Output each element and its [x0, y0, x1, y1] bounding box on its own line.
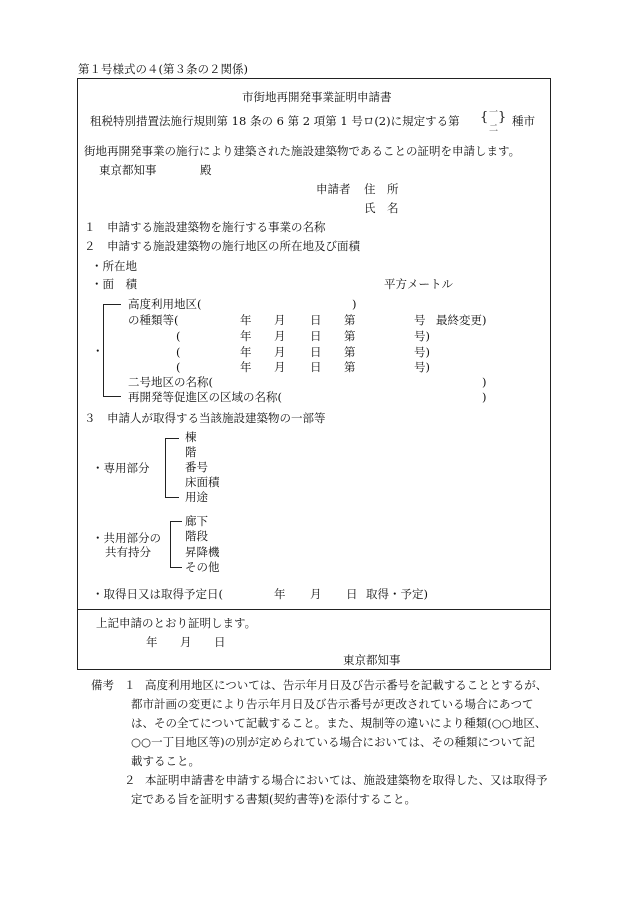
- year-label: 年: [240, 345, 252, 359]
- exclusive-item: 床面積: [185, 475, 220, 489]
- year-label: 年: [274, 587, 286, 601]
- common-item: 階段: [185, 529, 208, 543]
- intro-line-2: 街地再開発事業の施行により建築された施設建築物であることの証明を申請します。: [84, 144, 521, 158]
- common-bracket: [170, 521, 171, 568]
- section-2-heading: ２ 申請する施設建築物の施行地区の所在地及び面積: [84, 239, 360, 253]
- remark-1-line: 載すること。: [131, 754, 200, 768]
- location-label: ・所在地: [91, 259, 137, 273]
- no2-district-label: 二号地区の名称(: [128, 375, 213, 389]
- type-label: の種類等(: [128, 313, 179, 327]
- brace-right: }: [498, 110, 507, 125]
- exclusive-label: ・専用部分: [92, 461, 150, 475]
- exclusive-bracket: [165, 438, 166, 498]
- common-item: 昇降機: [185, 545, 220, 559]
- remark-1-line: 都市計画の変更により告示年月日及び告示番号が更改されている場合にあつて: [131, 697, 534, 711]
- district-label: 高度利用地区(: [128, 297, 202, 311]
- gou-close-label: 号): [414, 329, 430, 343]
- cert-month-label: 月: [180, 635, 192, 649]
- remark-1-number: １: [124, 678, 136, 692]
- month-label: 月: [310, 587, 322, 601]
- intro-line-1: 租税特別措置法施行規則第 18 条の 6 第 2 項第 1 号ロ(2)に規定する第: [90, 114, 460, 128]
- month-label: 月: [274, 360, 286, 374]
- form-title: 市街地再開発事業証明申請書: [242, 90, 392, 104]
- address-label: 住 所: [364, 182, 399, 196]
- promotion-area-label: 再開発等促進区の区域の名称(: [128, 390, 282, 404]
- acquisition-tail: 取得・予定): [366, 587, 428, 601]
- exclusive-item: 番号: [185, 460, 208, 474]
- remark-1-line: ○○一丁目地区等)の別が定められている場合においては、その種類について記: [131, 735, 535, 749]
- honorific: 殿: [200, 163, 212, 177]
- promotion-area-close: ): [482, 390, 487, 404]
- dai-label: 第: [344, 329, 356, 343]
- common-item: 廊下: [185, 514, 208, 528]
- common-label-1: ・共用部分の: [92, 531, 161, 545]
- name-label: 氏 名: [364, 201, 399, 215]
- form-number: 第１号様式の４(第３条の２関係): [78, 62, 248, 76]
- district-close: ): [352, 297, 357, 311]
- addressee: 東京都知事: [99, 163, 157, 177]
- year-label: 年: [240, 360, 252, 374]
- remark-2-line: 定である旨を証明する書類(契約書等)を添付すること。: [131, 792, 416, 806]
- month-label: 月: [274, 345, 286, 359]
- common-label-2: 共有持分: [105, 545, 151, 559]
- day-label: 日: [310, 313, 322, 327]
- kind-option-2: 二: [489, 124, 499, 134]
- dai-label: 第: [344, 360, 356, 374]
- exclusive-item: 階: [185, 445, 197, 459]
- open-paren: (: [176, 345, 181, 359]
- remark-2-number: ２: [124, 773, 136, 787]
- last-change-label: 最終変更): [436, 313, 487, 327]
- year-label: 年: [240, 313, 252, 327]
- intro-kind-suffix: 種市: [512, 114, 535, 128]
- area-unit: 平方メートル: [384, 277, 453, 291]
- day-label: 日: [310, 329, 322, 343]
- month-label: 月: [274, 313, 286, 327]
- area-label: ・面 積: [91, 277, 137, 291]
- certification-text: 上記申請のとおり証明します。: [96, 616, 257, 630]
- day-label: 日: [310, 360, 322, 374]
- section-1-heading: １ 申請する施設建築物を施行する事業の名称: [84, 220, 326, 234]
- open-paren: (: [176, 329, 181, 343]
- exclusive-item: 棟: [185, 430, 197, 444]
- cert-day-label: 日: [214, 635, 226, 649]
- remark-2-line: 本証明申請書を申請する場合においては、施設建築物を取得した、又は取得予: [145, 773, 548, 787]
- gou-close-label: 号): [414, 360, 430, 374]
- open-paren: (: [176, 360, 181, 374]
- cert-year-label: 年: [146, 635, 158, 649]
- certification-signer: 東京都知事: [343, 653, 401, 667]
- gou-close-label: 号): [414, 345, 430, 359]
- day-label: 日: [346, 587, 358, 601]
- exclusive-item: 用途: [185, 490, 208, 504]
- remark-1-line: 高度利用地区については、告示年月日及び告示番号を記載することとするが、: [145, 678, 548, 692]
- brace-left: {: [480, 110, 489, 125]
- section-3-heading: ３ 申請人が取得する当該施設建築物の一部等: [84, 411, 326, 425]
- dai-label: 第: [344, 345, 356, 359]
- common-item: その他: [185, 560, 220, 574]
- kind-option-1: 一: [489, 108, 499, 118]
- year-label: 年: [240, 329, 252, 343]
- day-label: 日: [310, 345, 322, 359]
- acquisition-label: ・取得日又は取得予定日(: [92, 587, 223, 601]
- month-label: 月: [274, 329, 286, 343]
- dai-label: 第: [344, 313, 356, 327]
- remarks-label: 備考: [91, 678, 114, 692]
- gou-label: 号: [414, 313, 426, 327]
- bracket-bullet: ・: [92, 344, 104, 358]
- remark-1-line: は、その全てについて記載すること。また、規制等の違いにより種類(○○地区、: [131, 716, 547, 730]
- no2-district-close: ): [482, 375, 487, 389]
- certification-divider: [77, 609, 551, 610]
- applicant-label: 申請者: [316, 182, 351, 196]
